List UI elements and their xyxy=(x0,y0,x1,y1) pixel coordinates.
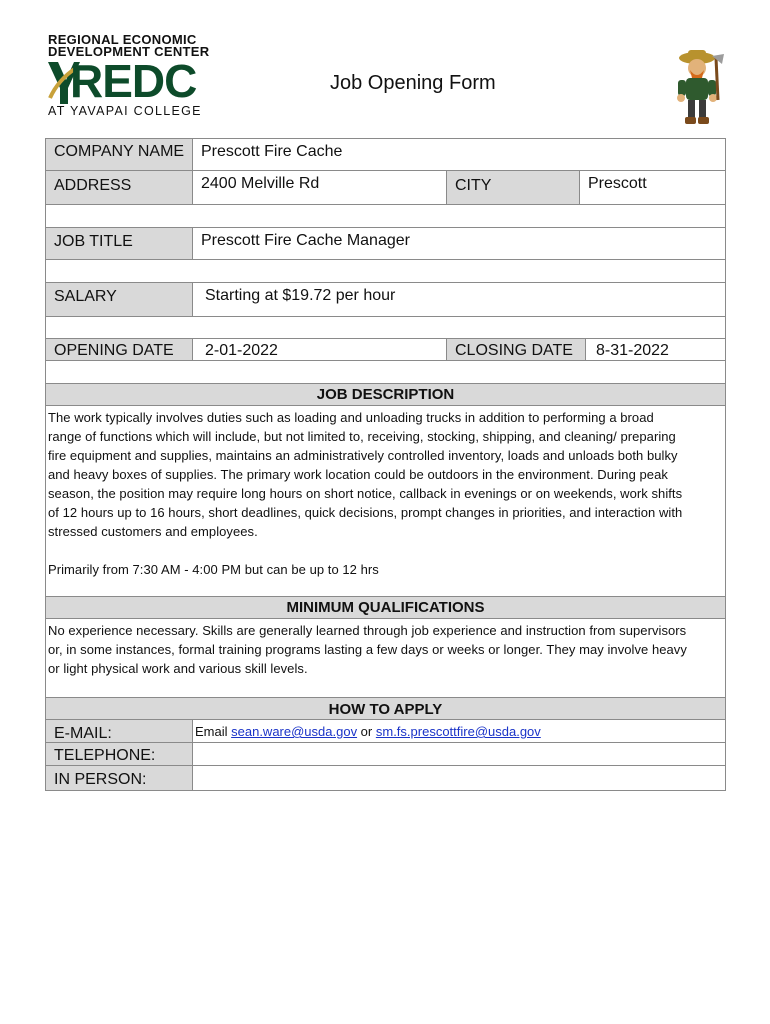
job-title-field[interactable]: Prescott Fire Cache Manager xyxy=(192,227,726,260)
salary-field[interactable]: Starting at $19.72 per hour xyxy=(192,282,726,317)
job-description-line: and heavy boxes of supplies. The primary work location could be outdoors in the environment. During peak xyxy=(48,467,668,482)
telephone-label: TELEPHONE: xyxy=(45,742,193,766)
mascot-icon xyxy=(668,48,726,128)
job-description-line: fire equipment and supplies, maintains an administratively controlled inventory, loads and unloads both bulky xyxy=(48,448,678,463)
telephone-field[interactable] xyxy=(192,742,726,766)
closing-date-label: CLOSING DATE xyxy=(446,338,586,361)
logo-redc-wordmark: REDC xyxy=(70,55,197,107)
email-link-sean-ware[interactable]: sean.ware@usda.gov xyxy=(231,724,358,739)
email-field[interactable] xyxy=(192,719,726,743)
company-name-label: COMPANY NAME xyxy=(45,138,193,171)
logo-line-yavapai-college: AT YAVAPAI COLLEGE xyxy=(48,104,202,118)
city-label: CITY xyxy=(446,170,580,205)
email-label: E-MAIL: xyxy=(45,719,193,743)
logo-line-development-center: DEVELOPMENT CENTER xyxy=(48,44,210,59)
how-to-apply-header: HOW TO APPLY xyxy=(45,697,726,720)
job-description-header: JOB DESCRIPTION xyxy=(45,383,726,406)
opening-date-field[interactable]: 2-01-2022 xyxy=(192,338,447,361)
spacer-row xyxy=(45,316,726,339)
company-name-field[interactable]: Prescott Fire Cache xyxy=(192,138,726,171)
minimum-qualifications-header: MINIMUM QUALIFICATIONS xyxy=(45,596,726,619)
minimum-qualifications-text xyxy=(45,618,726,698)
city-field[interactable]: Prescott xyxy=(579,170,726,205)
email-prefix: Email xyxy=(195,724,232,739)
job-title-label: JOB TITLE xyxy=(45,227,193,260)
opening-date-label: OPENING DATE xyxy=(45,338,193,361)
qualifications-line: or light physical work and various skill levels. xyxy=(48,661,308,676)
job-description-line: range of functions which will include, but not limited to, receiving, stocking, shipping, and cleaning/ preparing xyxy=(48,429,676,444)
email-or: or xyxy=(357,724,376,739)
job-description-line: of 12 hours up to 16 hours, short deadlines, quick decisions, prompt changes in priorities, and interaction with xyxy=(48,505,683,520)
job-description-line: stressed customers and employees. xyxy=(48,524,258,539)
address-label: ADDRESS xyxy=(45,170,193,205)
spacer-row xyxy=(45,259,726,283)
qualifications-line: or, in some instances, formal training programs lasting a few days or weeks or longer. They may involve heavy xyxy=(48,642,687,657)
job-description-hours: Primarily from 7:30 AM - 4:00 PM but can be up to 12 hrs xyxy=(48,562,379,577)
email-link-prescott-fire[interactable]: sm.fs.prescottfire@usda.gov xyxy=(375,724,541,739)
logo-line-regional-economic: REGIONAL ECONOMIC xyxy=(48,32,197,47)
closing-date-field[interactable]: 8-31-2022 xyxy=(585,338,726,361)
job-description-text xyxy=(45,405,726,597)
page-title: Job Opening Form xyxy=(330,72,496,94)
spacer-row xyxy=(45,204,726,228)
address-field[interactable]: 2400 Melville Rd xyxy=(192,170,447,205)
spacer-row xyxy=(45,360,726,384)
salary-label: SALARY xyxy=(45,282,193,317)
qualifications-line: No experience necessary. Skills are generally learned through job experience and instruction from supervisors xyxy=(48,623,687,638)
in-person-field[interactable] xyxy=(192,765,726,791)
in-person-label: IN PERSON: xyxy=(45,765,193,791)
job-description-line: The work typically involves duties such as loading and unloading trucks in addition to performing a broad xyxy=(48,410,654,425)
job-description-line: season, the position may require long hours on short notice, callback in evenings or on weekends, work shifts xyxy=(48,486,683,501)
